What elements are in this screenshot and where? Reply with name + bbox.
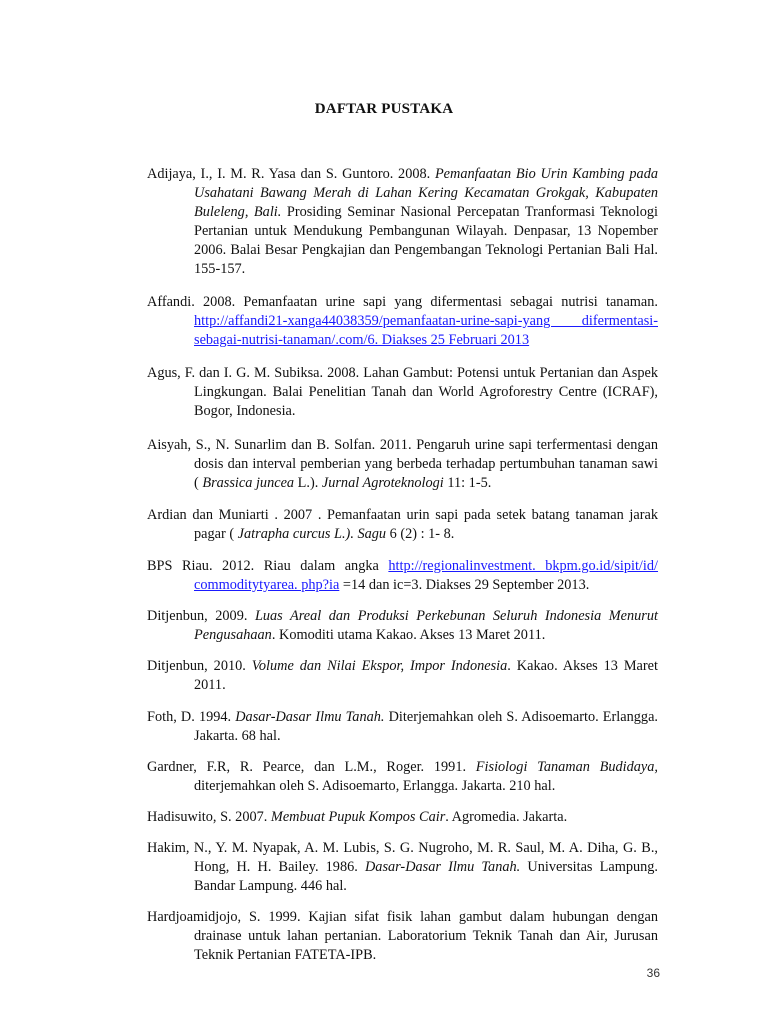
reference-text: =14 dan ic=3. Diakses 29 September 2013. xyxy=(339,577,590,593)
reference-entry xyxy=(147,908,658,965)
reference-text: Hardjoamidjojo, S. 1999. Kajian sifat fisik lahan gambut dalam hubungan dengan drainase untuk lahan pertanian. Laboratorium Teknik Tanah dan Air, Jurusan Teknik Pertanian FATETA-IPB. xyxy=(147,909,658,963)
reference-text: Adijaya, I., I. M. R. Yasa dan S. Guntoro. 2008. xyxy=(147,166,435,182)
reference-text: diterjemahkan oleh S. Adisoemarto, Erlangga. Jakarta. 210 hal. xyxy=(194,778,556,794)
reference-entry xyxy=(147,293,658,350)
reference-entry xyxy=(147,436,658,493)
reference-text: Hakim, N., Y. M. Nyapak, A. M. Lubis, S. G. Nugroho, M. R. Saul, M. A. Diha, G. B., Hong, H. H. Bailey. 1986. xyxy=(147,840,658,875)
reference-text: . Komoditi utama Kakao. Akses 13 Maret 2011. xyxy=(271,627,546,643)
reference-entry xyxy=(147,708,658,746)
reference-text: Diterjemahkan oleh S. Adisoemarto. Erlangga. Jakarta. 68 hal. xyxy=(194,709,658,744)
reference-italic-text: Membuat Pupuk Kompos Cair xyxy=(270,809,446,825)
reference-link[interactable]: http://affandi21-xanga44038359/pemanfaatan-urine-sapi-yang difermentasi-sebagai-nutrisi-tanaman/.com/6. Diakses 25 Februari 2013 xyxy=(194,313,658,348)
reference-italic-text: Brassica juncea xyxy=(202,475,295,491)
reference-text: Gardner, F.R, R. Pearce, dan L.M., Roger. 1991. xyxy=(147,759,476,775)
reference-text: Universitas Lampung. Bandar Lampung. 446 hal. xyxy=(194,859,658,894)
reference-entry xyxy=(147,506,658,544)
reference-text: Agus, F. dan I. G. M. Subiksa. 2008. Lahan Gambut: Potensi untuk Pertanian dan Aspek Lingkungan. Balai Penelitian Tanah dan World Agroforestry Centre (ICRAF), Bogor, Indonesia. xyxy=(147,365,658,419)
reference-text: Ditjenbun, 2010. xyxy=(147,658,252,674)
reference-text: Ardian dan Muniarti . 2007 . Pemanfaatan urin sapi pada setek batang tanaman jarak pagar ( xyxy=(147,507,658,542)
reference-text: Foth, D. 1994. xyxy=(147,709,236,725)
reference-link[interactable]: http://regionalinvestment. bkpm.go.id/sipit/id/ commoditytyarea. php?ia xyxy=(194,558,659,593)
reference-text: Affandi. 2008. Pemanfaatan urine sapi yang difermentasi sebagai nutrisi tanaman. xyxy=(147,294,658,310)
reference-italic-text: Jurnal Agroteknologi xyxy=(321,475,444,491)
reference-text: BPS Riau. 2012. Riau dalam angka xyxy=(147,558,389,574)
reference-entry xyxy=(147,364,658,421)
page-title: DAFTAR PUSTAKA xyxy=(314,101,454,117)
reference-italic-text: Pemanfaatan Bio Urin Kambing pada Usahatani Bawang Merah di Lahan Kering Kecamatan Grokgak, Kabupaten Buleleng, Bali. xyxy=(194,166,658,220)
reference-list xyxy=(147,165,658,977)
reference-text: Hadisuwito, S. 2007. xyxy=(147,809,271,825)
reference-text: L.). xyxy=(294,475,322,491)
reference-entry xyxy=(147,165,658,279)
reference-italic-text: Volume dan Nilai Ekspor, Impor Indonesia xyxy=(251,658,508,674)
reference-text: . Kakao. Akses 13 Maret 2011. xyxy=(194,658,658,693)
reference-text: . Agromedia. Jakarta. xyxy=(445,809,568,825)
reference-entry xyxy=(147,607,658,645)
reference-italic-text: Dasar-Dasar Ilmu Tanah. xyxy=(235,709,385,725)
reference-entry xyxy=(147,758,658,796)
reference-text: Aisyah, S., N. Sunarlim dan B. Solfan. 2011. Pengaruh urine sapi terfermentasi dengan dosis dan interval pemberian yang berbeda terhadap pertumbuhan tanaman sawi ( xyxy=(147,437,658,491)
reference-entry xyxy=(147,557,658,595)
reference-italic-text: Luas Areal dan Produksi Perkebunan Seluruh Indonesia Menurut Pengusahaan xyxy=(194,608,658,643)
reference-text: Ditjenbun, 2009. xyxy=(147,608,255,624)
reference-text: Prosiding Seminar Nasional Percepatan Tranformasi Teknologi Pertanian untuk Mendukung Pembangunan Wilayah. Denpasar, 13 Nopember 2006. Balai Besar Pengkajian dan Pengembangan Teknologi Pertanian Bali Hal. 155-157. xyxy=(194,204,658,277)
page-number: 36 xyxy=(646,966,660,980)
reference-italic-text: Dasar-Dasar Ilmu Tanah. xyxy=(364,859,521,875)
reference-text: 6 (2) : 1- 8. xyxy=(386,526,455,542)
reference-italic-text: Jatrapha curcus L.). Sagu xyxy=(237,526,387,542)
reference-italic-text: Fisiologi Tanaman Budidaya, xyxy=(475,759,658,775)
reference-entry xyxy=(147,657,658,695)
reference-text: 11: 1-5. xyxy=(443,475,492,491)
reference-entry xyxy=(147,839,658,896)
reference-entry xyxy=(147,808,658,827)
